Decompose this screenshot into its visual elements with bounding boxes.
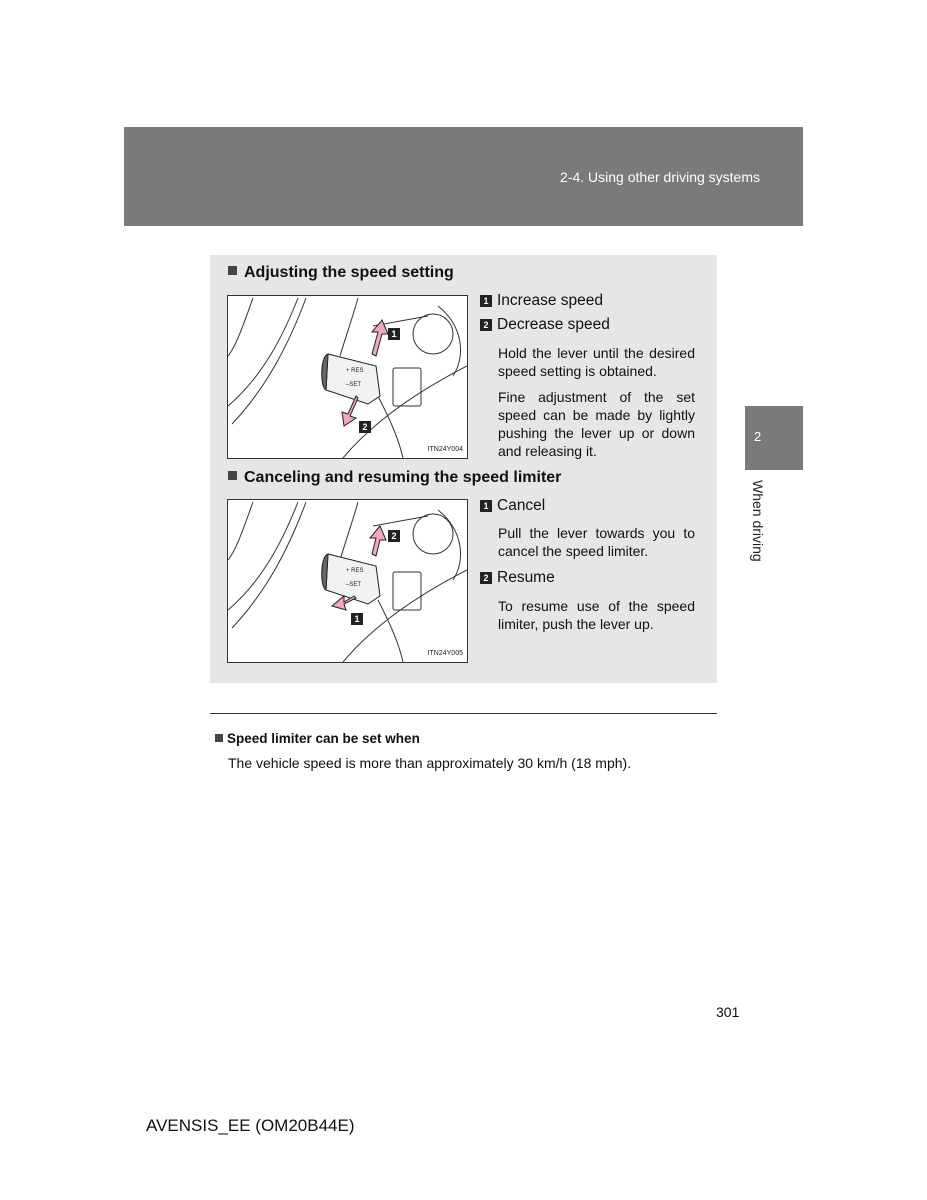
divider bbox=[210, 713, 717, 714]
square-bullet-icon bbox=[228, 266, 237, 275]
item-label: Cancel bbox=[497, 497, 546, 514]
item-number-badge: 2 bbox=[480, 319, 492, 331]
lever-label-res: + RES bbox=[346, 568, 364, 574]
figure-code: ITN24Y004 bbox=[427, 446, 463, 453]
lever-drawing bbox=[228, 296, 467, 458]
item-number-badge: 2 bbox=[480, 572, 492, 584]
arrow-down-icon bbox=[342, 396, 358, 426]
section-heading-text: Adjusting the speed setting bbox=[244, 264, 454, 281]
item-description: Pull the lever towards you to cancel the speed limiter. bbox=[498, 525, 695, 559]
item-description: To resume use of the speed limiter, push the lever up. bbox=[498, 598, 695, 632]
item-label: Resume bbox=[497, 569, 555, 586]
arrow-pull-icon bbox=[332, 596, 356, 610]
section-heading-adjusting bbox=[228, 264, 454, 282]
item-number-badge: 1 bbox=[480, 295, 492, 307]
square-bullet-icon bbox=[228, 471, 237, 480]
chapter-tab bbox=[745, 406, 803, 470]
chapter-number: 2 bbox=[754, 429, 762, 444]
lever-label-res: + RES bbox=[346, 368, 364, 374]
lever-label-set: –SET bbox=[346, 382, 362, 388]
instruction-panel bbox=[210, 255, 717, 683]
lever-illustration-cancel bbox=[227, 499, 468, 663]
note-body: The vehicle speed is more than approximately 30 km/h (18 mph). bbox=[228, 755, 632, 771]
item-resume bbox=[480, 569, 555, 587]
item-label: Increase speed bbox=[497, 292, 603, 309]
callout-1: 1 bbox=[391, 329, 397, 339]
section-heading-text: Canceling and resuming the speed limiter bbox=[244, 469, 562, 486]
section-header-band bbox=[124, 127, 803, 226]
section-title: 2-4. Using other driving systems bbox=[560, 169, 760, 185]
chapter-label: When driving bbox=[750, 480, 766, 562]
callout-1: 1 bbox=[354, 614, 360, 624]
figure-code: ITN24Y005 bbox=[427, 650, 463, 657]
page-number: 301 bbox=[716, 1004, 740, 1020]
lever-label-set: –SET bbox=[346, 582, 362, 588]
note-heading-text: Speed limiter can be set when bbox=[227, 731, 420, 746]
lever-drawing bbox=[228, 500, 467, 662]
callout-2: 2 bbox=[362, 422, 368, 432]
square-bullet-icon bbox=[215, 734, 223, 742]
item-description: Fine adjustment of the set speed can be made by lightly pushing the lever up or down and releasing it. bbox=[498, 389, 695, 459]
item-label: Decrease speed bbox=[497, 316, 610, 333]
lever-illustration-adjust bbox=[227, 295, 468, 459]
callout-2: 2 bbox=[391, 531, 397, 541]
note-heading bbox=[215, 731, 420, 746]
item-cancel bbox=[480, 497, 545, 515]
arrow-up-icon bbox=[370, 526, 386, 556]
section-heading-canceling bbox=[228, 469, 561, 487]
footer-model-code: AVENSIS_EE (OM20B44E) bbox=[146, 1116, 355, 1135]
item-increase-speed bbox=[480, 292, 603, 310]
item-description: Hold the lever until the desired speed setting is obtained. bbox=[498, 345, 695, 379]
item-number-badge: 1 bbox=[480, 500, 492, 512]
item-decrease-speed bbox=[480, 316, 610, 334]
